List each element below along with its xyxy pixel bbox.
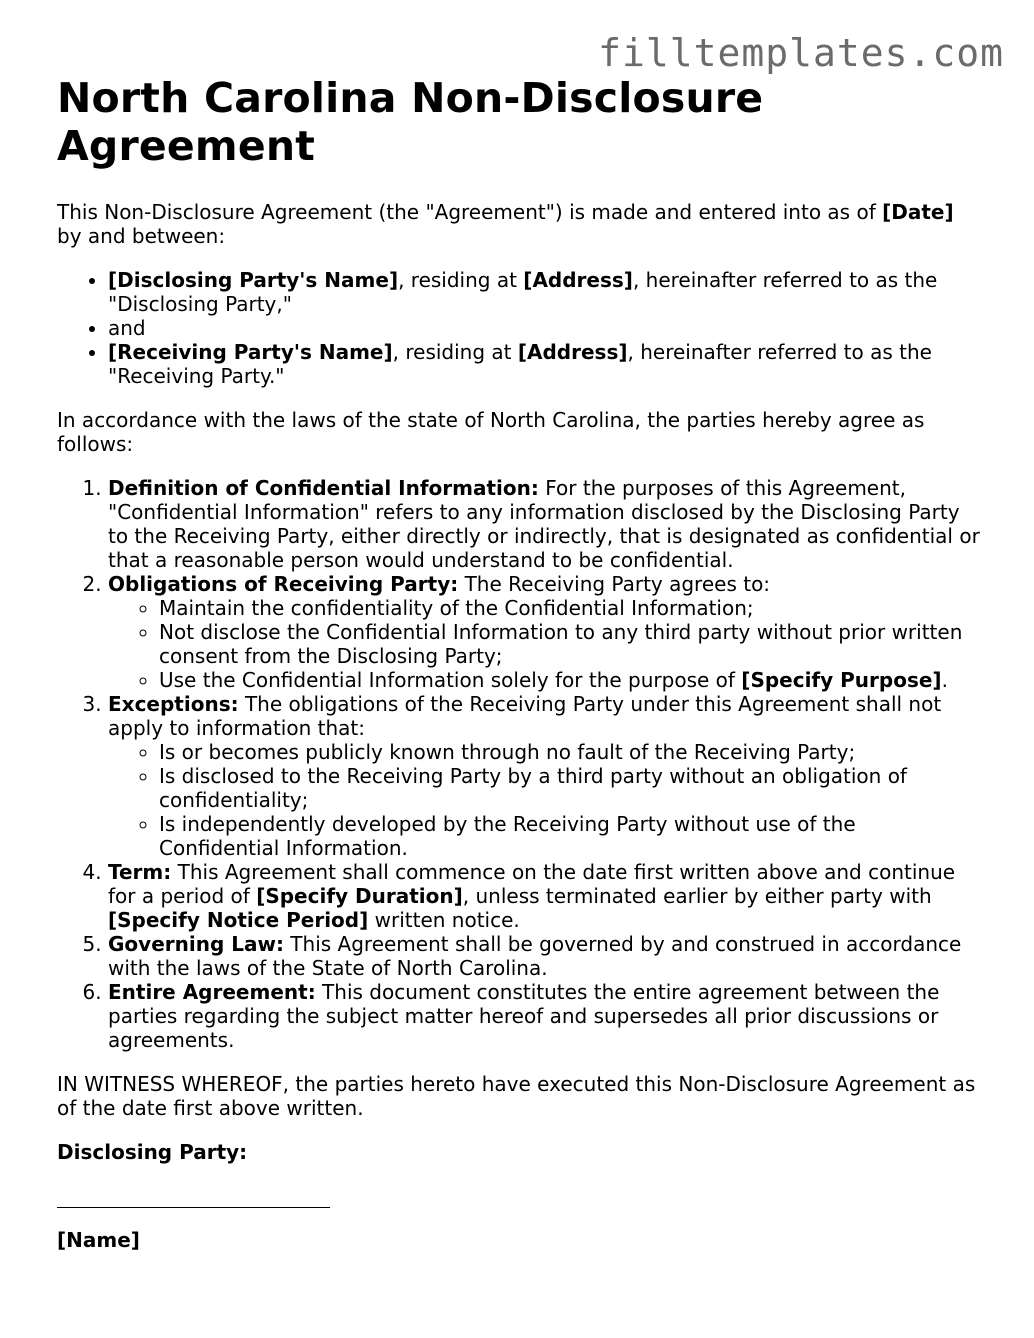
clause-governing-law [108, 932, 982, 980]
sublist-item: ◦ Is disclosed to the Receiving Party by a third party without an obligation of confidentiality; [159, 764, 982, 812]
clause-text: For the purposes of this Agreement, "Confidential Information" refers to any information disclosed by the Disclosing Party to the Receiving Party, either directly or indirectly, that is designated as confidential or that a reasonable person would understand to be confidential. [108, 476, 980, 572]
receiving-address-placeholder: [Address] [517, 340, 628, 364]
signature-name-placeholder: [Name] [57, 1228, 140, 1252]
receiving-mid-text: , residing at [392, 340, 518, 364]
clause-definition [108, 476, 982, 572]
clause-text: This document constitutes the entire agreement between the parties regarding the subject matter hereof and supersedes all prior discussions or agreements. [108, 980, 940, 1052]
witness-paragraph: IN WITNESS WHEREOF, the parties hereto have executed this Non-Disclosure Agreement as of the date first above written. [57, 1072, 976, 1120]
clause-text: , unless terminated earlier by either party with [462, 884, 932, 908]
watermark: filltemplates.com [598, 31, 1004, 75]
clause-heading: Governing Law: [108, 932, 284, 956]
purpose-placeholder: [Specify Purpose] [741, 668, 942, 692]
intro-paragraph [57, 200, 982, 248]
duration-placeholder: [Specify Duration] [256, 884, 463, 908]
sublist-item: ◦ Is independently developed by the Receiving Party without use of the Confidential Information. [159, 812, 982, 860]
clause-entire-agreement [108, 980, 982, 1052]
clause-heading: Entire Agreement: [108, 980, 316, 1004]
signature-label: Disclosing Party: [57, 1140, 248, 1164]
sublist-item: ◦ Maintain the confidentiality of the Confidential Information; [159, 596, 982, 620]
notice-period-placeholder: [Specify Notice Period] [108, 908, 369, 932]
obligations-sublist [108, 596, 982, 692]
sublist-text: . [941, 668, 948, 692]
intro-text-post: by and between: [57, 224, 226, 248]
clause-text: This Agreement shall commence on the date first written above and continue for a period of [108, 860, 956, 908]
disclosing-party-item [108, 268, 982, 316]
document-body [57, 74, 982, 1252]
clause-heading: Definition of Confidential Information: [108, 476, 539, 500]
clause-heading: Term: [108, 860, 172, 884]
clause-exceptions [108, 692, 982, 860]
sublist-item [159, 668, 982, 692]
parties-list [57, 268, 982, 388]
clause-term [108, 860, 982, 932]
disclosing-post-text: , hereinafter referred to as the "Disclosing Party," [108, 268, 938, 316]
signature-line [57, 1193, 330, 1208]
disclosing-address-placeholder: [Address] [523, 268, 633, 292]
document-title: North Carolina Non-Disclosure Agreement [57, 74, 764, 170]
clause-obligations [108, 572, 982, 692]
clause-heading: Exceptions: [108, 692, 239, 716]
sublist-item: ◦ Not disclose the Confidential Information to any third party without prior written consent from the Disclosing Party; [159, 620, 982, 668]
sublist-item: ◦ Is or becomes publicly known through no fault of the Receiving Party; [159, 740, 982, 764]
and-item: • and [108, 316, 982, 340]
clause-text: This Agreement shall be governed by and construed in accordance with the laws of the State of North Carolina. [108, 932, 962, 980]
clause-text: The obligations of the Receiving Party under this Agreement shall not apply to information that: [108, 692, 942, 740]
clause-text: The Receiving Party agrees to: [458, 572, 771, 596]
disclosing-name-placeholder: [Disclosing Party's Name] [108, 268, 399, 292]
clauses-list [57, 476, 982, 1052]
date-placeholder: [Date] [882, 200, 954, 224]
intro-text-pre: This Non-Disclosure Agreement (the "Agreement") is made and entered into as of [57, 200, 883, 224]
accordance-paragraph: In accordance with the laws of the state of North Carolina, the parties hereby agree as follows: [57, 408, 925, 456]
receiving-party-item [108, 340, 982, 388]
clause-text: written notice. [368, 908, 520, 932]
receiving-post-text: , hereinafter referred to as the "Receiving Party." [108, 340, 932, 388]
receiving-name-placeholder: [Receiving Party's Name] [108, 340, 393, 364]
clause-heading: Obligations of Receiving Party: [108, 572, 459, 596]
sublist-text: Use the Confidential Information solely for the purpose of [159, 668, 742, 692]
exceptions-sublist [108, 740, 982, 860]
disclosing-mid-text: , residing at [398, 268, 524, 292]
